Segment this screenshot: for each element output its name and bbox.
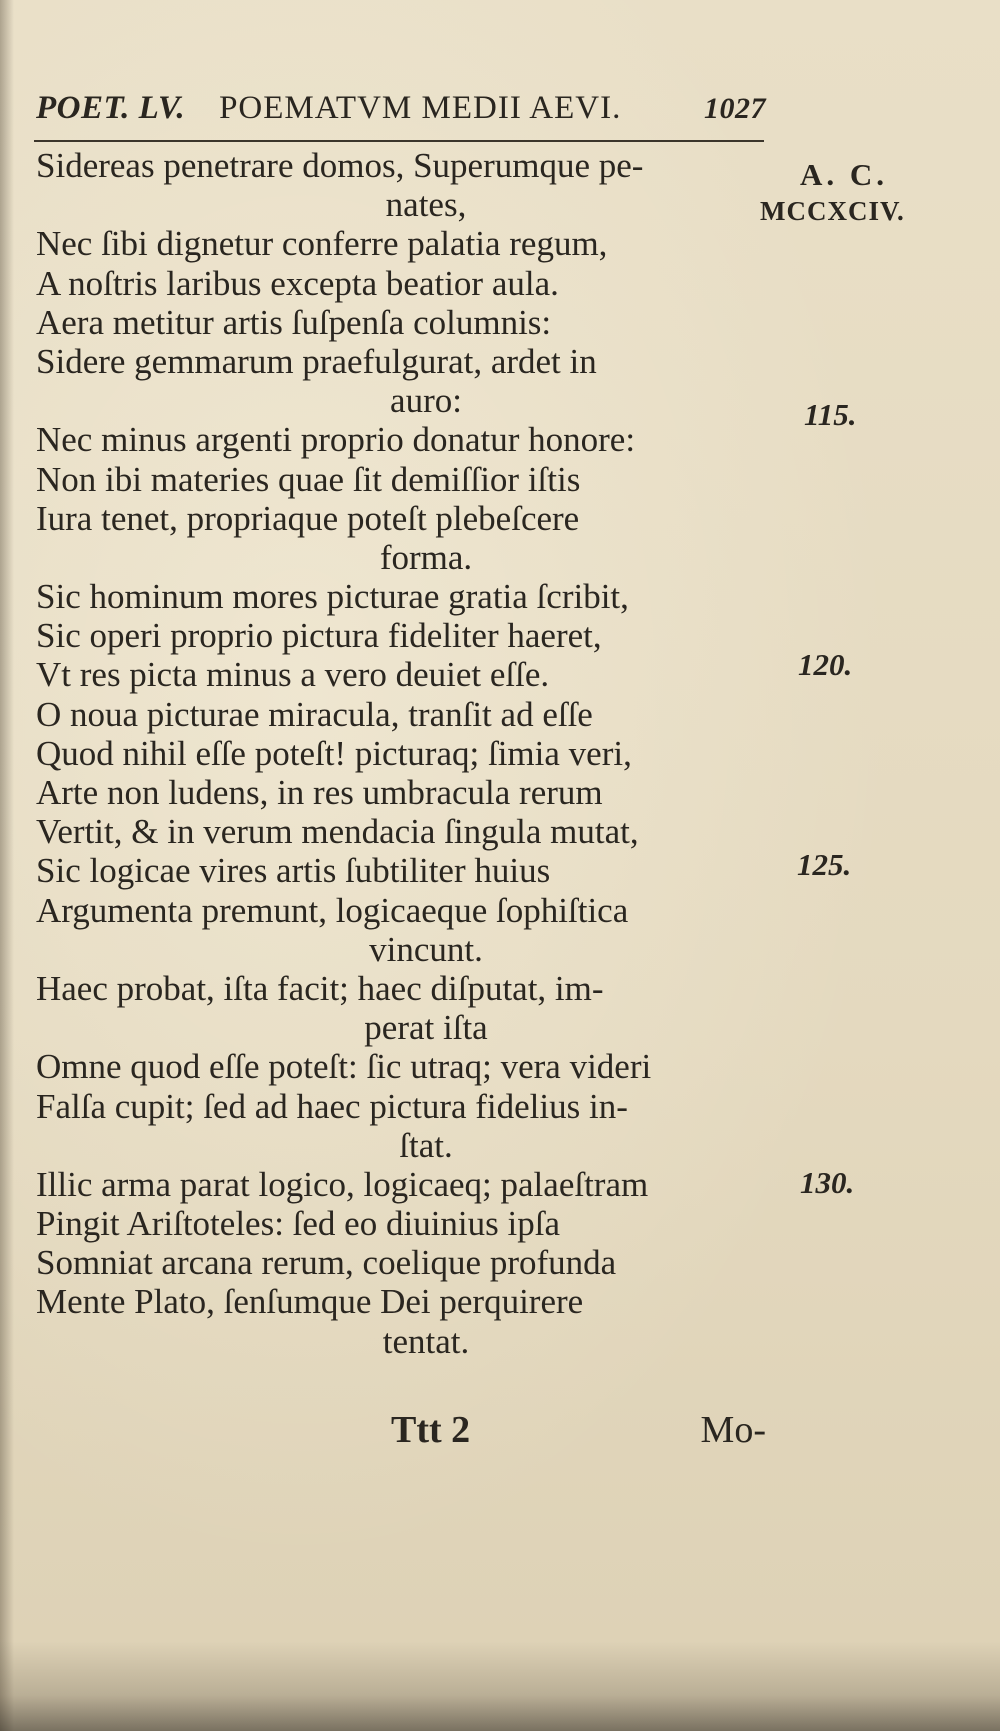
verse-continuation: forma.	[379, 537, 473, 577]
verse-line: Vertit, & in verum mendacia ſingula mutat,	[36, 812, 639, 852]
verse-line: Quod nihil eſſe poteſt! picturaq; ſimia veri,	[36, 733, 632, 773]
verse-continuation: vincunt.	[369, 929, 483, 969]
page-bottom-shadow	[0, 1641, 1000, 1731]
verse-continuation: tentat.	[382, 1321, 470, 1361]
verse-line: Sidereas penetrare domos, Superumque pe-	[36, 146, 644, 185]
verse-continuation: nates,	[385, 185, 467, 225]
verse-line: Sic hominum mores picturae gratia ſcribit,	[36, 577, 629, 617]
verse-line: Aera metitur artis ſuſpenſa columnis:	[36, 302, 552, 342]
verse-line: Arte non ludens, in res umbracula rerum	[36, 773, 603, 812]
verse-continuation: ſtat.	[399, 1125, 453, 1165]
page-footer	[36, 1408, 766, 1468]
verse-line: A noſtris laribus excepta beatior aula.	[36, 263, 559, 303]
header-title: POEMATVM MEDII AEVI.	[219, 90, 622, 126]
catchword: Mo-	[700, 1409, 766, 1451]
poem-text	[36, 146, 756, 1361]
verse-continuation: perat iſta	[364, 1008, 488, 1048]
margin-line-number: 115.	[804, 397, 857, 432]
running-header	[36, 90, 766, 127]
margin-anno-christi: A. C.	[800, 157, 889, 192]
margin-year: MCCXCIV.	[760, 196, 905, 226]
margin-line-number: 130.	[800, 1165, 855, 1200]
header-rule	[34, 140, 764, 142]
verse-line: Omne quod eſſe poteſt: ſic utraq; vera videri	[36, 1047, 652, 1087]
verse-line: Pingit Ariſtoteles: ſed eo diuinius ipſa	[36, 1204, 560, 1244]
verse-line: Mente Plato, ſenſumque Dei perquirere	[36, 1282, 584, 1322]
page-gutter-shadow	[0, 0, 14, 1731]
verse-line: O noua picturae miracula, tranſit ad eſſe	[36, 694, 593, 734]
verse-line: Nec ſibi dignetur conferre palatia regum,	[36, 224, 608, 264]
verse-line: Somniat arcana rerum, coelique profunda	[36, 1243, 617, 1283]
margin-line-number: 125.	[797, 847, 852, 882]
verse-line: Non ibi materies quae ſit demiſſior iſtis	[36, 459, 581, 499]
verse-line: Haec probat, iſta facit; haec diſputat, im-	[36, 968, 604, 1008]
verse-line: Sic operi proprio pictura fideliter haeret,	[36, 616, 602, 656]
page-number: 1027	[704, 92, 766, 125]
verse-continuation: auro:	[390, 381, 462, 421]
verse-line: Argumenta premunt, logicaeque ſophiſtica	[36, 890, 629, 930]
verse-line: Vt res picta minus a vero deuiet eſſe.	[36, 655, 550, 695]
verse-line: Sic logicae vires artis ſubtiliter huius	[36, 851, 551, 891]
verse-line: Iura tenet, propriaque poteſt plebeſcere	[36, 498, 580, 538]
header-section-ref: POET. LV.	[36, 90, 186, 126]
margin-line-number: 120.	[798, 647, 853, 682]
signature-mark: Ttt 2	[391, 1409, 471, 1451]
verse-line: Nec minus argenti proprio donatur honore:	[36, 420, 636, 460]
verse-line: Falſa cupit; ſed ad haec pictura fidelius in-	[36, 1086, 628, 1126]
verse-line: Illic arma parat logico, logicaeq; palaeſtram	[36, 1164, 649, 1204]
verse-line: Sidere gemmarum praefulgurat, ardet in	[36, 341, 597, 381]
